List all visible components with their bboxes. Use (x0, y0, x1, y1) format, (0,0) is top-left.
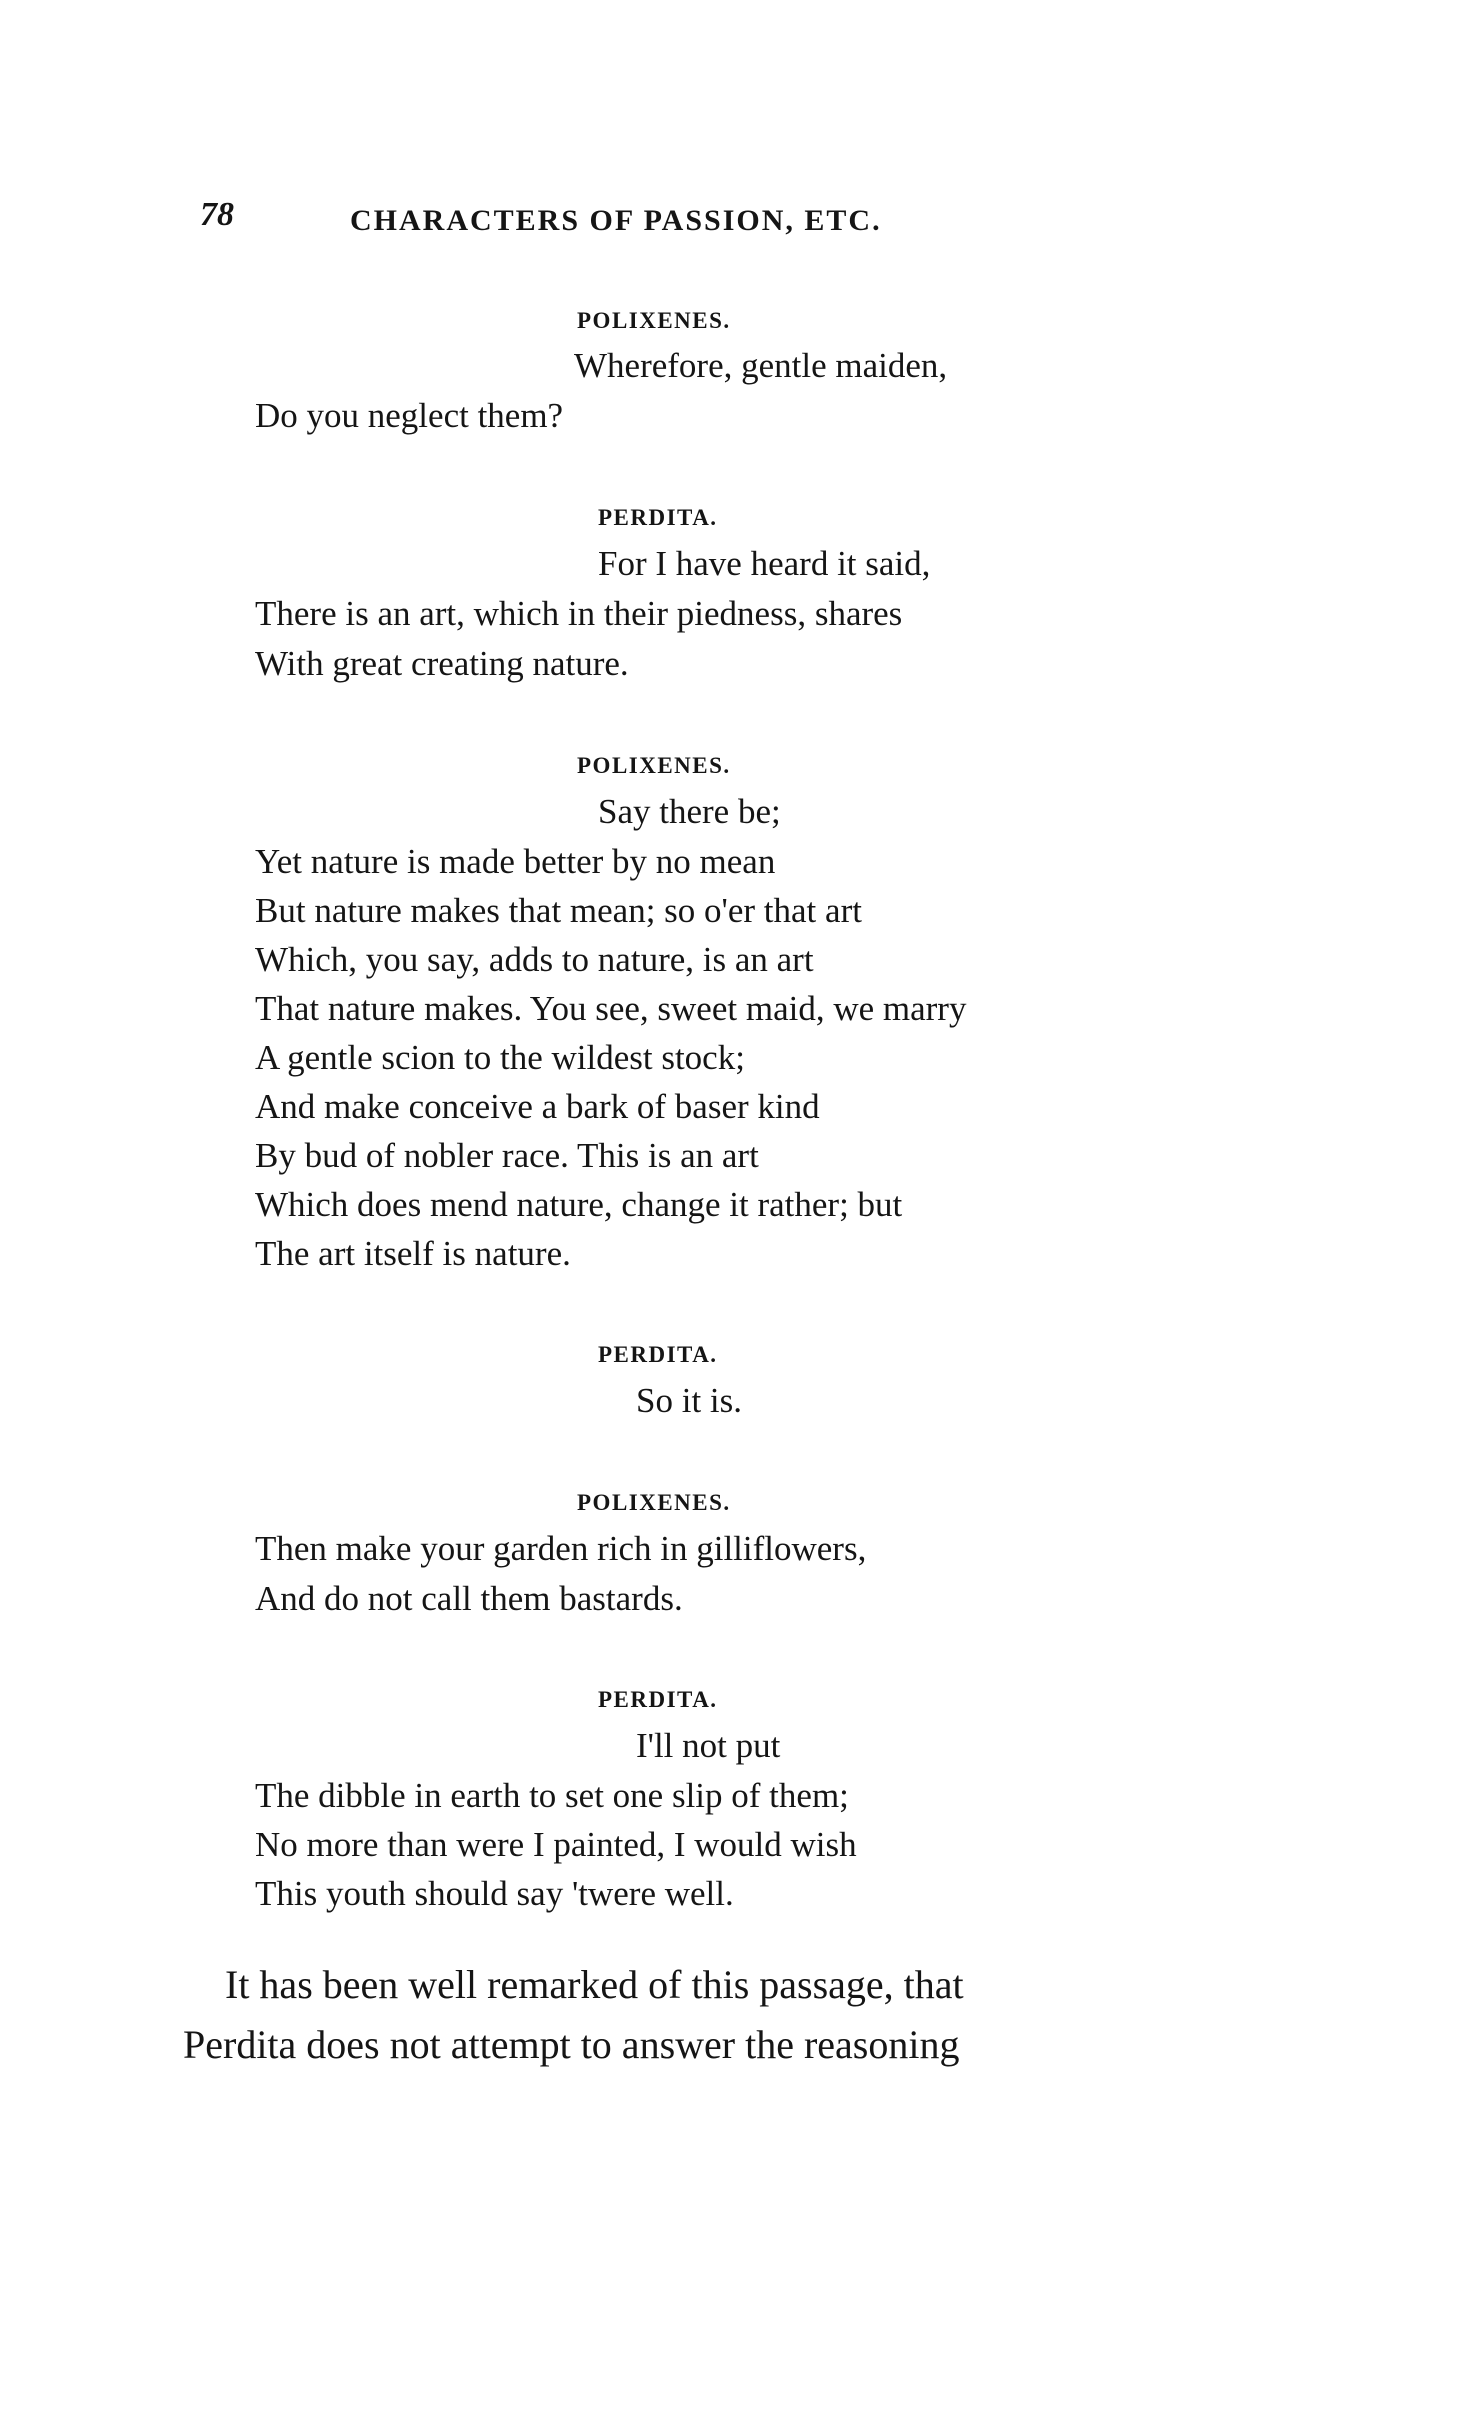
running-head (200, 196, 1060, 256)
verse-line: No more than were I painted, I would wish (255, 1825, 857, 1864)
verse-line: This youth should say 'twere well. (255, 1874, 734, 1913)
verse-line: There is an art, which in their piedness, shares (255, 594, 903, 633)
speaker-label: PERDITA. (598, 1342, 718, 1367)
verse-line: Then make your garden rich in gilliflowers, (255, 1529, 867, 1568)
verse-line: For I have heard it said, (598, 544, 931, 583)
verse-line: Which, you say, adds to nature, is an art (255, 940, 814, 979)
prose-line: It has been well remarked of this passage, that (225, 1962, 964, 2007)
verse-line: Do you neglect them? (255, 396, 564, 435)
verse-line: And make conceive a bark of baser kind (255, 1087, 820, 1126)
verse-line: Wherefore, gentle maiden, (574, 346, 948, 385)
page-number: 78 (200, 196, 234, 233)
speaker-label: POLIXENES. (577, 1490, 731, 1515)
speaker-label: PERDITA. (598, 505, 718, 530)
prose-line: Perdita does not attempt to answer the reasoning (183, 2022, 960, 2067)
verse-line: By bud of nobler race. This is an art (255, 1136, 759, 1175)
verse-line: With great creating nature. (255, 644, 629, 683)
verse-line: So it is. (636, 1381, 743, 1420)
verse-line: The art itself is nature. (255, 1234, 571, 1273)
verse-line: And do not call them bastards. (255, 1579, 683, 1618)
speaker-label: PERDITA. (598, 1687, 718, 1712)
verse-line: A gentle scion to the wildest stock; (255, 1038, 745, 1077)
verse-line: Yet nature is made better by no mean (255, 842, 776, 881)
verse-line: Say there be; (598, 792, 781, 831)
verse-line: That nature makes. You see, sweet maid, we marry (255, 989, 967, 1028)
verse-line: The dibble in earth to set one slip of them; (255, 1776, 849, 1815)
verse-line: I'll not put (636, 1726, 781, 1765)
speaker-label: POLIXENES. (577, 308, 731, 333)
running-title: CHARACTERS OF PASSION, ETC. (350, 204, 882, 237)
verse-line: But nature makes that mean; so o'er that art (255, 891, 862, 930)
speaker-label: POLIXENES. (577, 753, 731, 778)
verse-line: Which does mend nature, change it rather; but (255, 1185, 903, 1224)
